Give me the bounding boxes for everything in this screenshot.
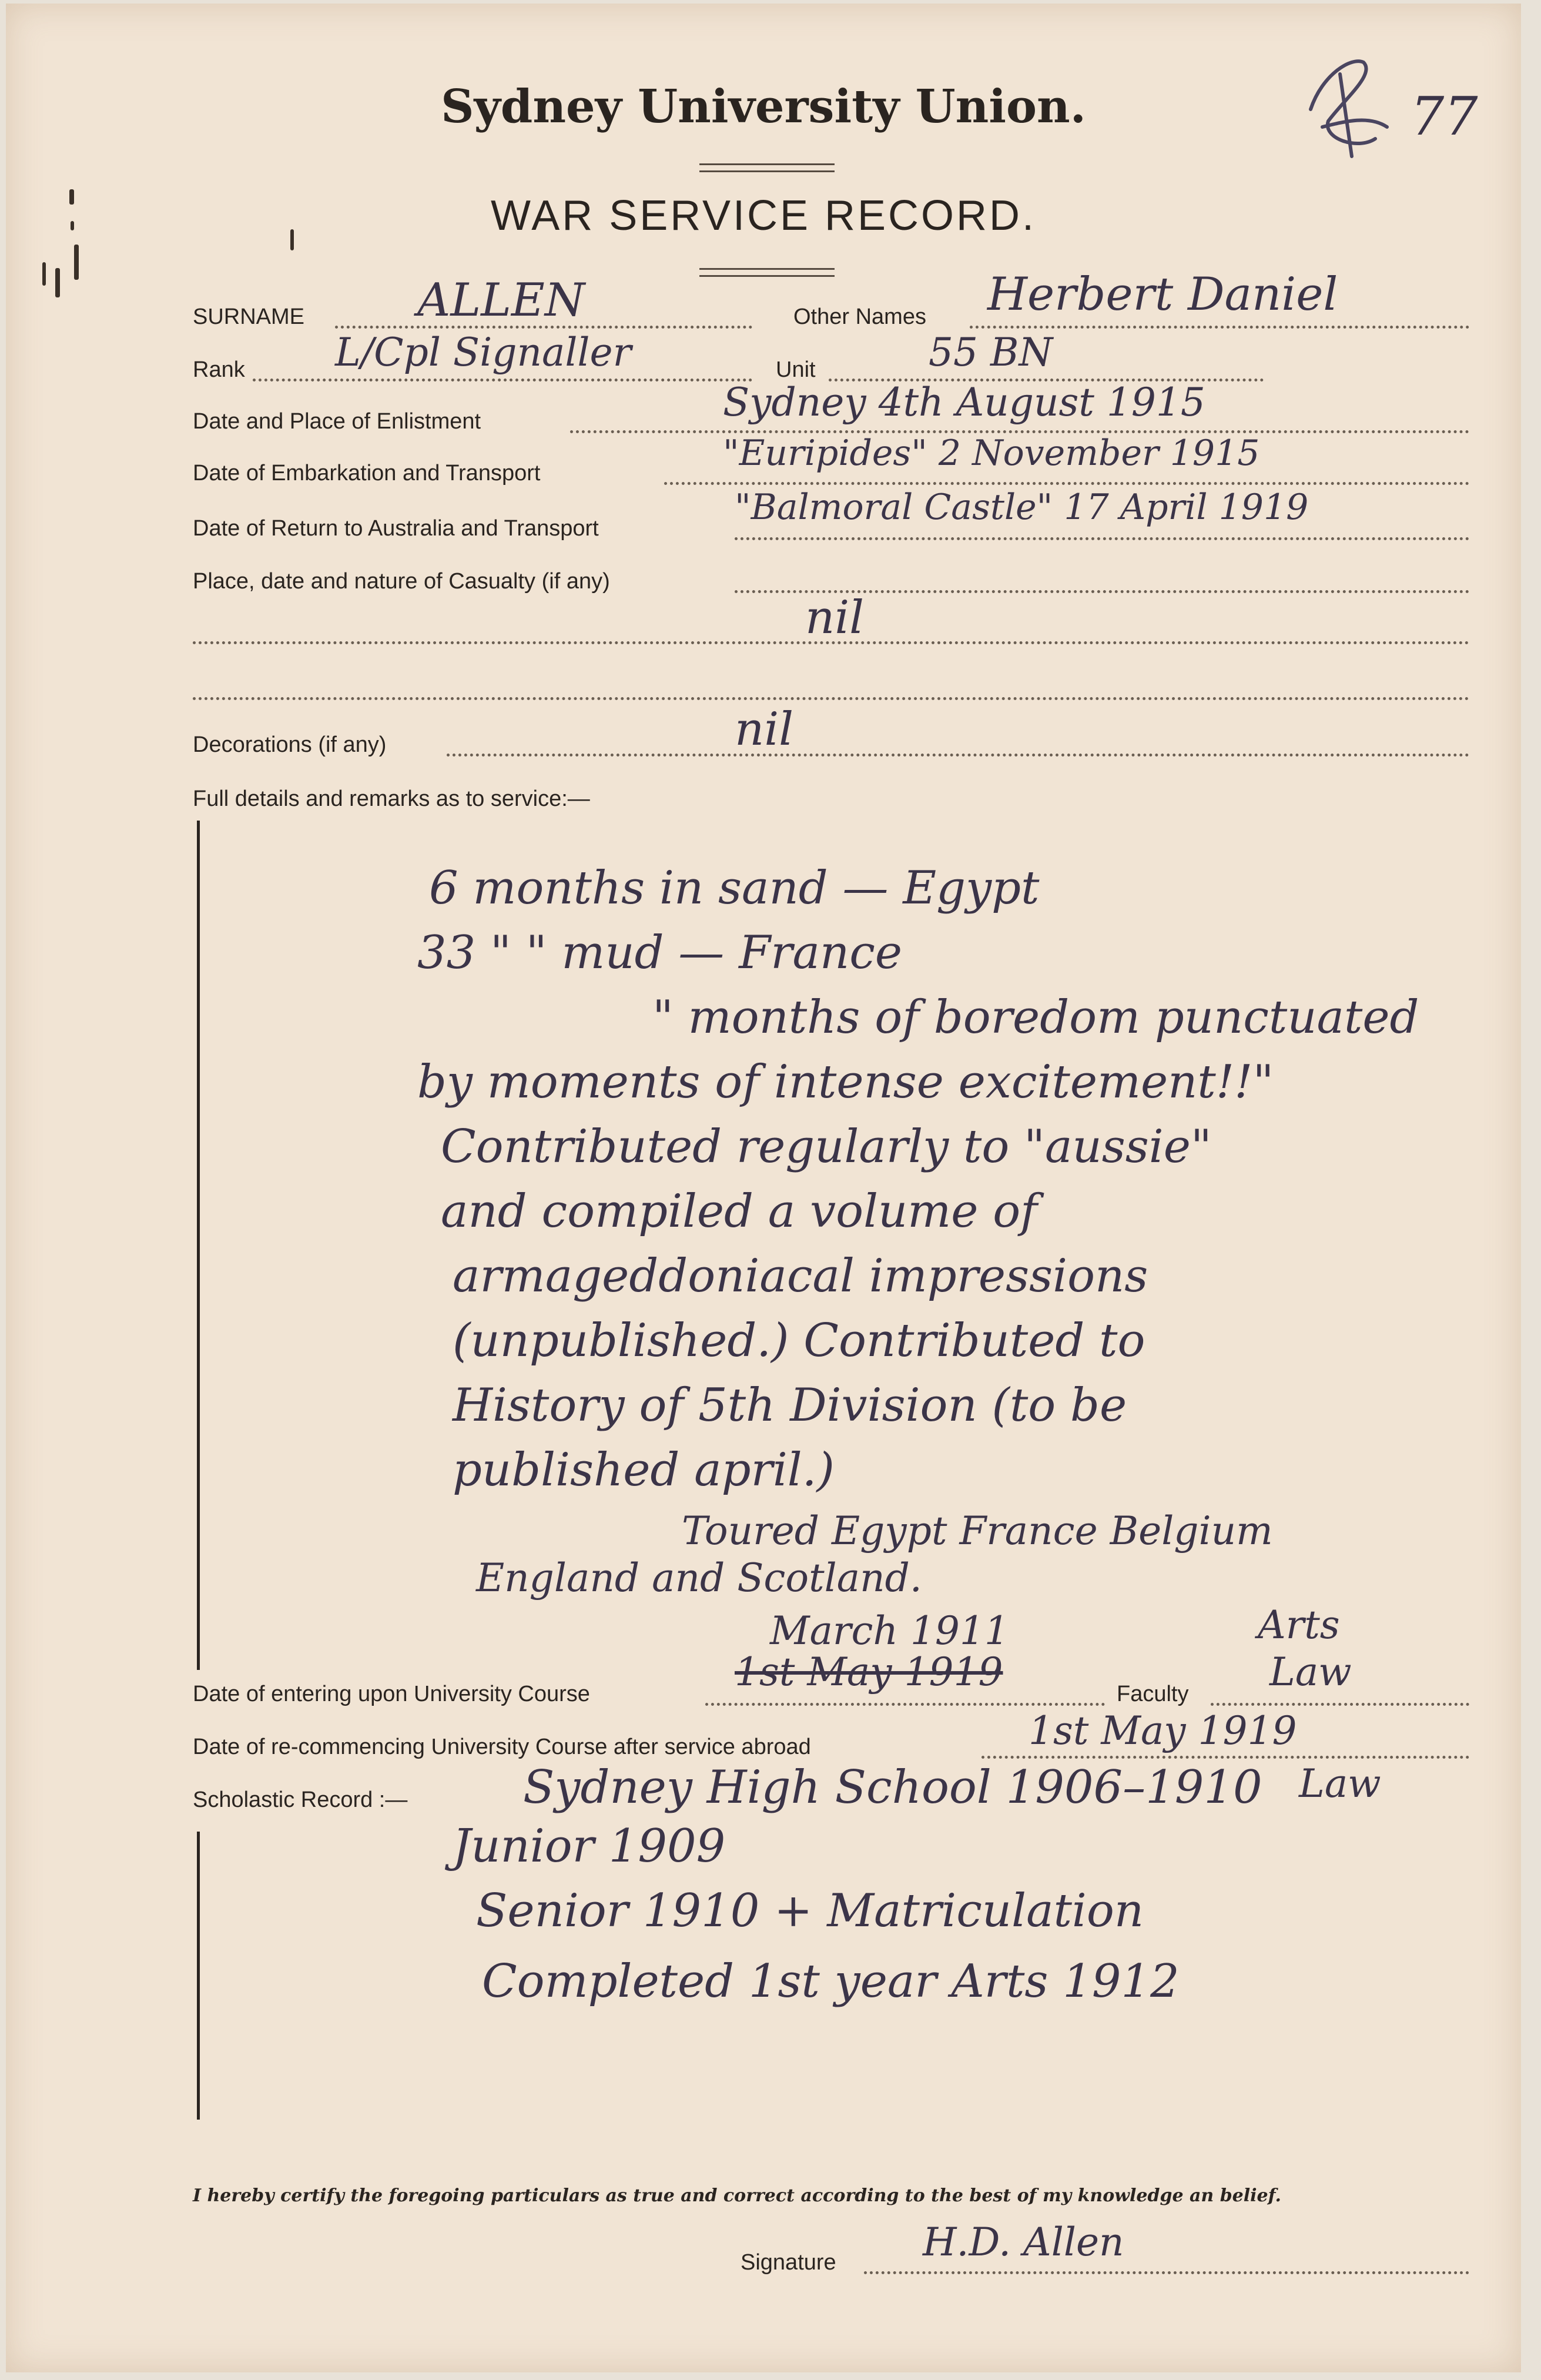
recommencing-label: Date of re-commencing University Course after service abroad (193, 1735, 811, 1759)
embarkation-dots (664, 482, 1469, 485)
certification-text: I hereby certify the foregoing particulars as true and correct according to the best of my knowledge an belief. (193, 2185, 1281, 2206)
remarks-line: Toured Egypt France Belgium (682, 1508, 1273, 1554)
return-value: "Balmoral Castle" 17 April 1919 (735, 487, 1309, 528)
remarks-line: by moments of intense excitement!!" (417, 1056, 1274, 1109)
entering-value: 1st May 1919 (735, 1649, 1003, 1695)
scholastic-line: Senior 1910 + Matriculation (476, 1884, 1144, 1937)
record-title: WAR SERVICE RECORD. (490, 192, 1037, 239)
title-rule (699, 170, 835, 172)
surname-label: SURNAME (193, 304, 305, 329)
margin-mark (55, 268, 60, 297)
corner-scribble-icon (1287, 39, 1405, 168)
surname-value: ALLEN (417, 274, 585, 327)
other-names-label: Other Names (793, 304, 926, 329)
signature-label: Signature (741, 2250, 836, 2275)
enlistment-label: Date and Place of Enlistment (193, 409, 481, 434)
entering-label: Date of entering upon University Course (193, 1682, 590, 1706)
remarks-line: " months of boredom punctuated (652, 991, 1419, 1044)
margin-mark (74, 245, 79, 280)
embarkation-label: Date of Embarkation and Transport (193, 461, 541, 486)
decorations-label: Decorations (if any) (193, 732, 387, 757)
remarks-line: published april.) (453, 1444, 835, 1497)
rank-dots (253, 379, 752, 381)
scholastic-note: Law (1299, 1761, 1381, 1806)
other-names-value: Herbert Daniel (987, 268, 1338, 321)
union-title: Sydney University Union. (441, 80, 1086, 133)
casualty-dots-3 (193, 697, 1469, 700)
entering-above-value: March 1911 (770, 1608, 1009, 1653)
remarks-line: and compiled a volume of (441, 1185, 1038, 1238)
unit-value: 55 BN (929, 330, 1053, 375)
embarkation-value: "Euripides" 2 November 1915 (723, 433, 1260, 474)
faculty-value: Law (1269, 1649, 1352, 1695)
faculty-dots (1211, 1703, 1469, 1706)
rank-label: Rank (193, 357, 245, 382)
rank-value: L/Cpl Signaller (335, 330, 632, 375)
recommencing-dots (981, 1756, 1469, 1759)
scholastic-label: Scholastic Record :— (193, 1787, 408, 1812)
corner-number: 77 (1411, 86, 1478, 148)
remarks-label: Full details and remarks as to service:— (193, 786, 590, 811)
scholastic-bar (197, 1832, 200, 2120)
signature-value: H.D. Allen (923, 2220, 1124, 2265)
remarks-line: (unpublished.) Contributed to (453, 1314, 1145, 1367)
casualty-label: Place, date and nature of Casualty (if any) (193, 569, 610, 594)
entering-dots (705, 1703, 1105, 1706)
other-names-dots (970, 326, 1469, 329)
decorations-dots (447, 754, 1469, 756)
subtitle-rule (699, 275, 835, 277)
remarks-line: Contributed regularly to "aussie" (441, 1120, 1212, 1173)
remarks-bar (197, 821, 200, 1670)
recommencing-value: 1st May 1919 (1029, 1708, 1297, 1753)
remarks-line: 33 " " mud — France (417, 926, 903, 979)
unit-label: Unit (776, 357, 816, 382)
enlistment-value: Sydney 4th August 1915 (723, 380, 1205, 425)
faculty-above-value: Arts (1258, 1602, 1340, 1648)
scholastic-line: Sydney High School 1906–1910 (523, 1761, 1262, 1814)
faculty-label: Faculty (1117, 1682, 1189, 1706)
scholastic-line: Junior 1909 (453, 1820, 726, 1873)
signature-dots (864, 2271, 1469, 2274)
title-rule (699, 163, 835, 165)
decorations-value: nil (735, 703, 794, 756)
remarks-line: armageddoniacal impressions (453, 1250, 1148, 1303)
return-label: Date of Return to Australia and Transport (193, 516, 599, 541)
remarks-line: 6 months in sand — Egypt (429, 862, 1040, 915)
margin-mark (42, 262, 46, 286)
casualty-value: nil (805, 591, 865, 644)
scholastic-line: Completed 1st year Arts 1912 (482, 1955, 1180, 2008)
remarks-line: England and Scotland. (476, 1555, 922, 1601)
subtitle-rule (699, 268, 835, 270)
remarks-line: History of 5th Division (to be (453, 1379, 1127, 1432)
return-dots (735, 537, 1469, 540)
record-sheet (6, 4, 1521, 2372)
